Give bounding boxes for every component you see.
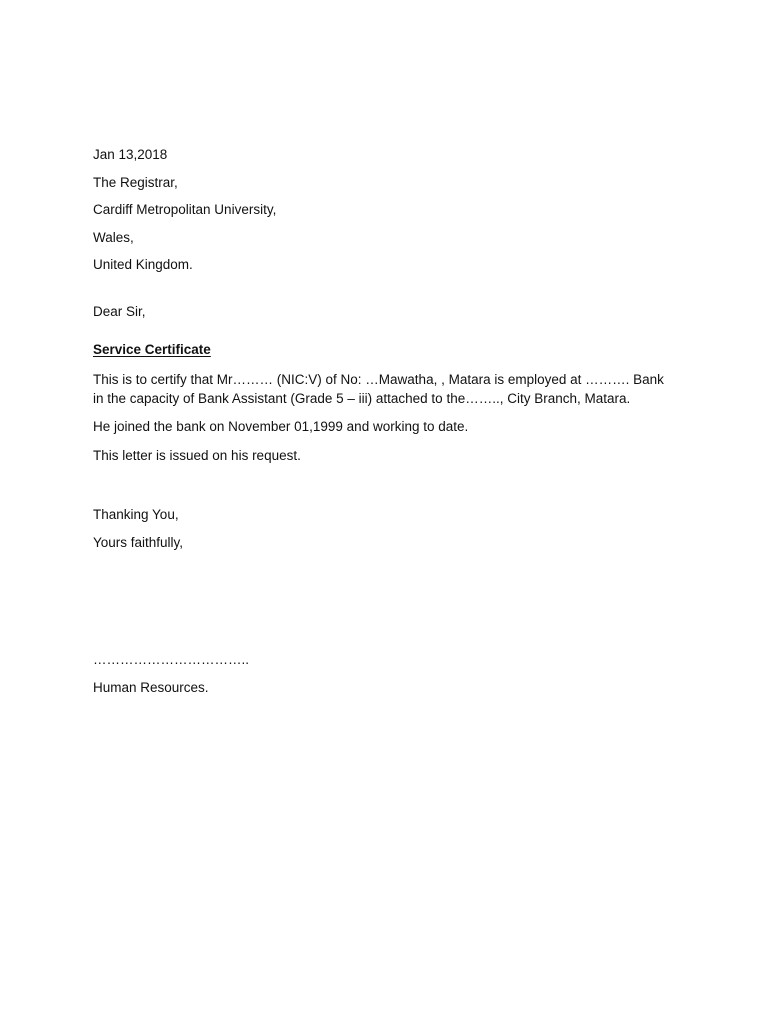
recipient-title: The Registrar, bbox=[93, 175, 178, 190]
recipient-region: Wales, bbox=[93, 230, 134, 245]
signature-department: Human Resources. bbox=[93, 680, 209, 695]
signature-line: …………………………….. bbox=[93, 652, 250, 667]
recipient-country: United Kingdom. bbox=[93, 257, 193, 272]
letter-date: Jan 13,2018 bbox=[93, 147, 168, 162]
subject-heading: Service Certificate bbox=[93, 342, 211, 357]
body-paragraph-2: He joined the bank on November 01,1999 and working to date. bbox=[93, 419, 469, 434]
body-paragraph-3: This letter is issued on his request. bbox=[93, 448, 301, 463]
closing-thanks: Thanking You, bbox=[93, 507, 179, 522]
salutation: Dear Sir, bbox=[93, 304, 146, 319]
body-paragraph-1-line-2: in the capacity of Bank Assistant (Grade 5 – iii) attached to the…….., City Branch, Matara. bbox=[93, 391, 631, 406]
closing-signoff: Yours faithfully, bbox=[93, 535, 184, 550]
body-paragraph-1-line-1: This is to certify that Mr……… (NIC:V) of No: …Mawatha, , Matara is employed at ………. Bank bbox=[93, 372, 664, 387]
recipient-organization: Cardiff Metropolitan University, bbox=[93, 202, 277, 217]
